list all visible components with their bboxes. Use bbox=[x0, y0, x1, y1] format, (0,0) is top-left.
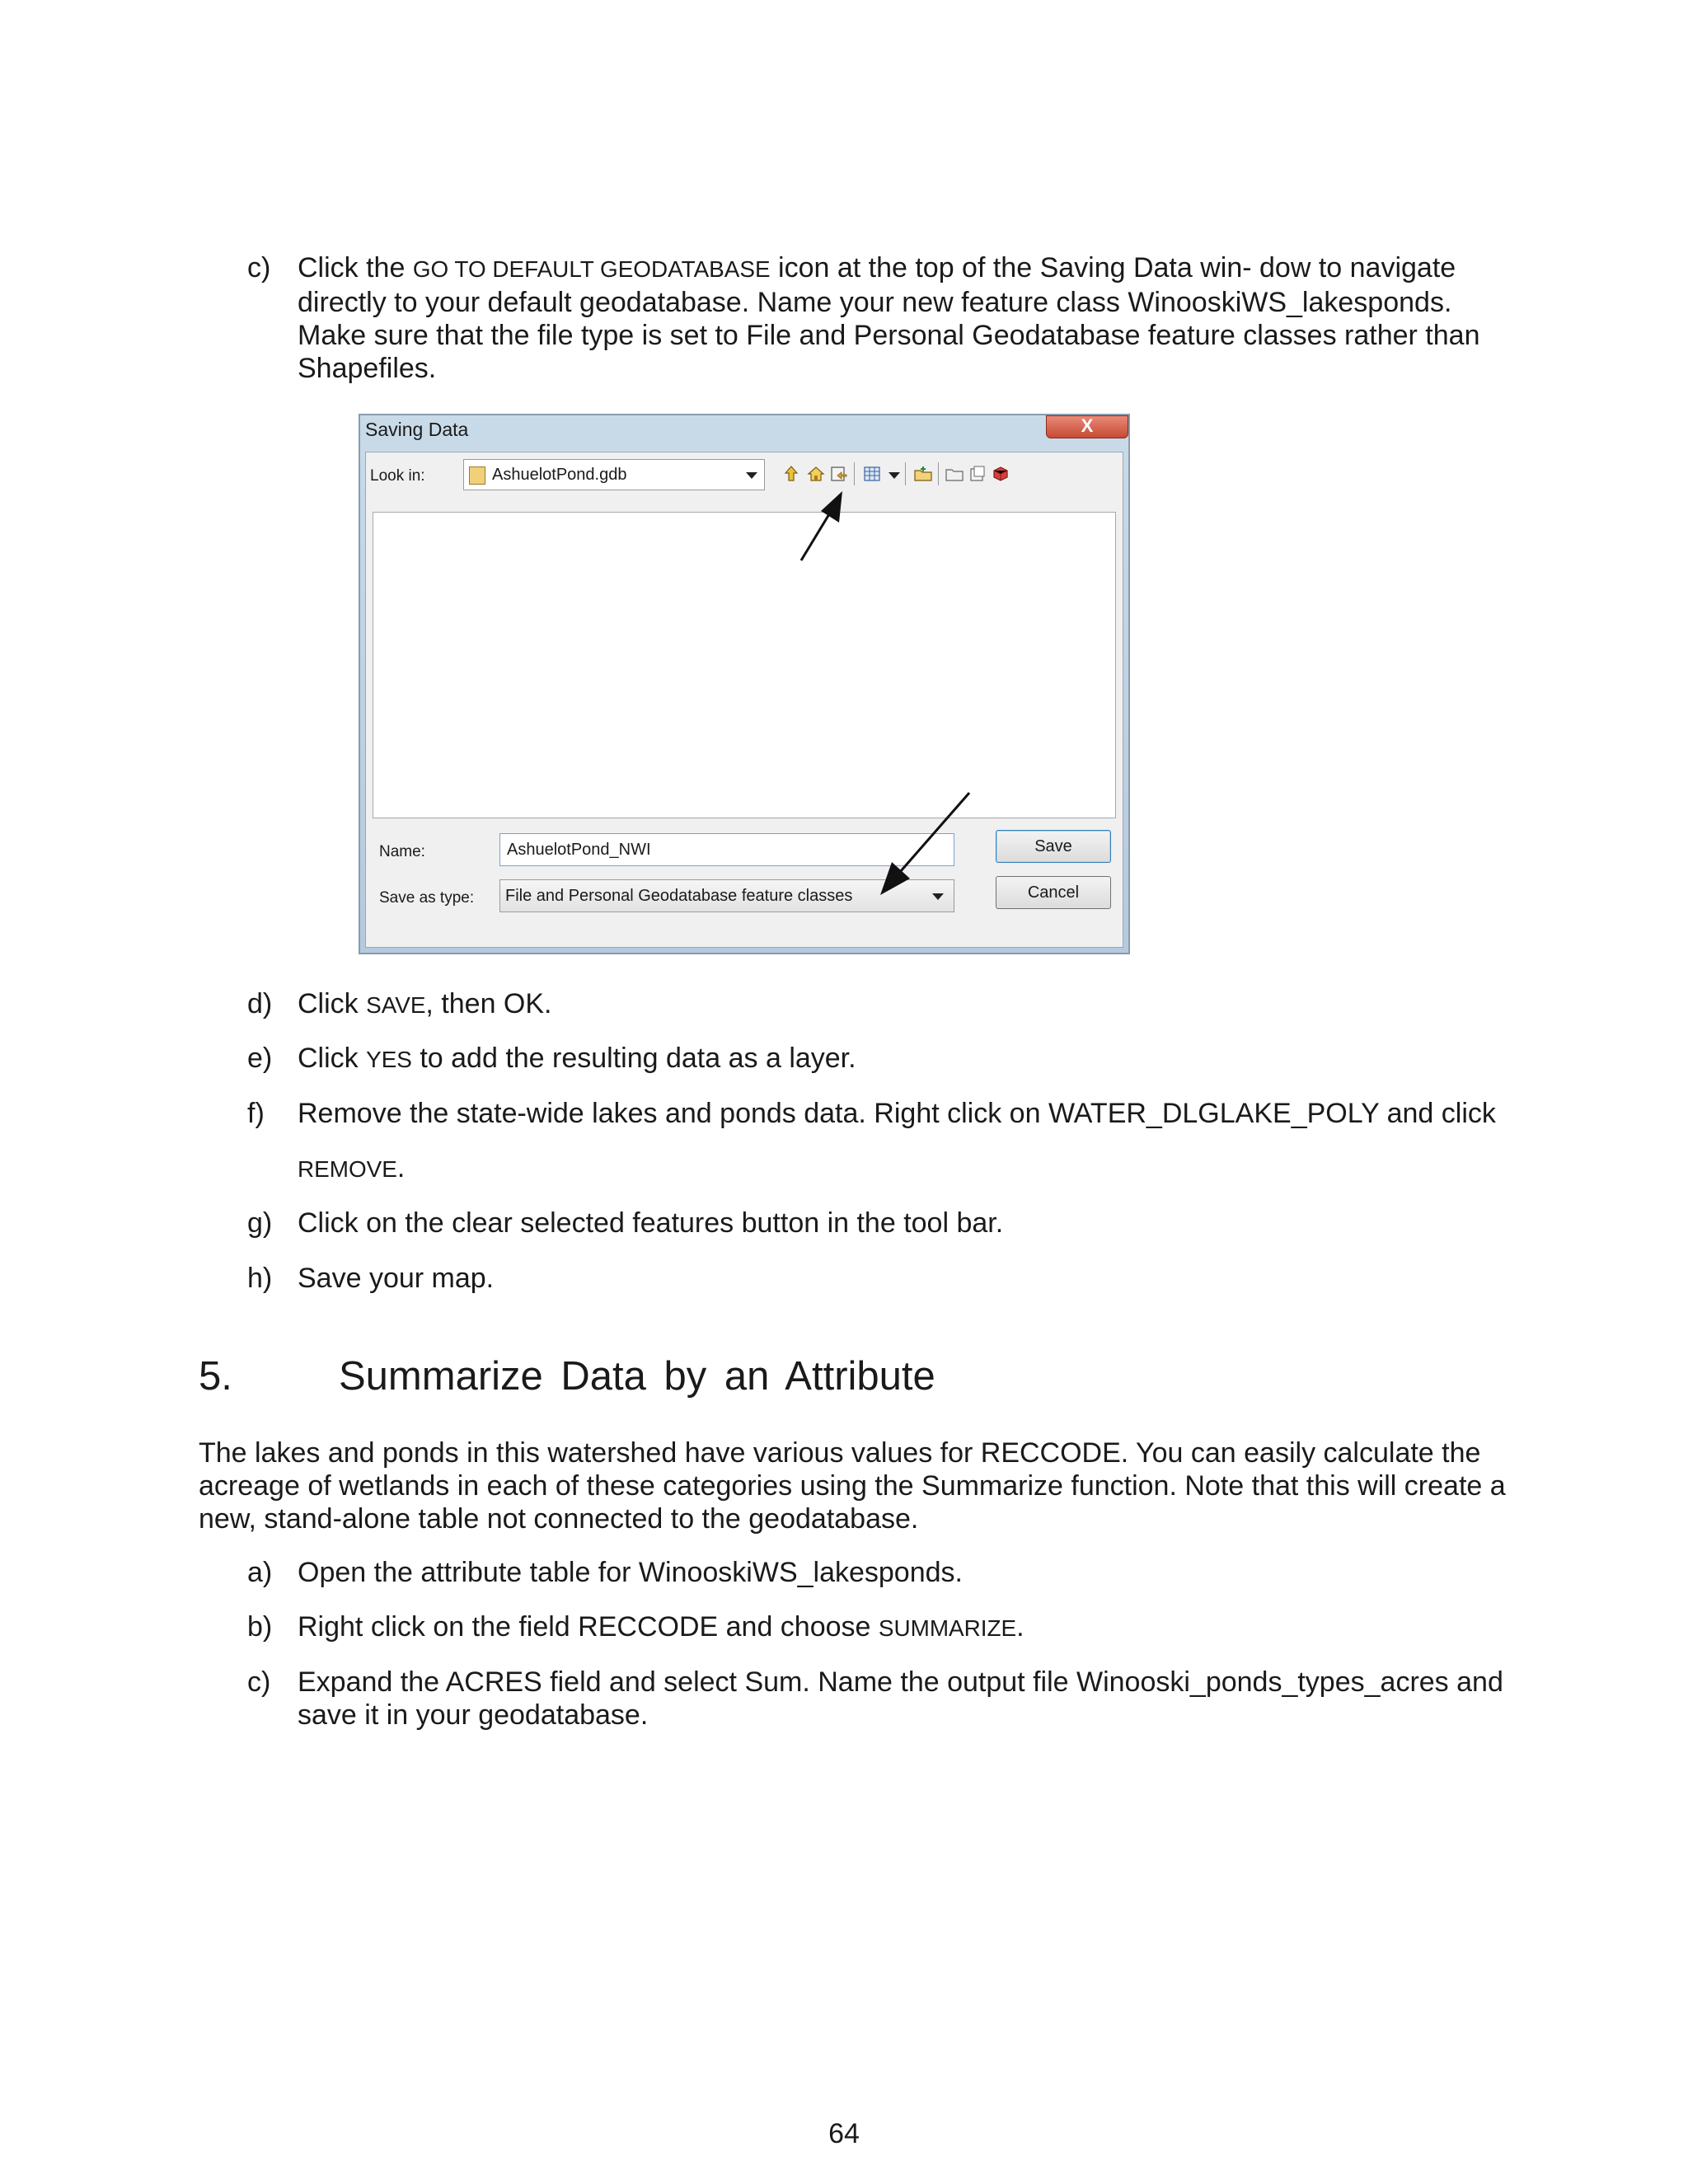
step-label: c) bbox=[247, 252, 271, 284]
command-name: SUMMARIZE bbox=[878, 1615, 1017, 1641]
up-one-level-icon[interactable] bbox=[781, 464, 801, 484]
chevron-down-icon bbox=[932, 893, 944, 900]
go-to-default-geodatabase-icon[interactable] bbox=[829, 464, 849, 484]
chevron-down-icon bbox=[746, 472, 757, 479]
toolbar-separator bbox=[938, 462, 939, 485]
file-list[interactable] bbox=[373, 512, 1116, 818]
view-dropdown-icon[interactable] bbox=[889, 472, 900, 479]
page-number: 64 bbox=[828, 2118, 860, 2149]
close-icon: X bbox=[1081, 415, 1094, 436]
saving-data-dialog bbox=[359, 414, 1130, 954]
look-in-dropdown[interactable]: AshuelotPond.gdb bbox=[463, 459, 765, 490]
command-name: SAVE bbox=[366, 992, 426, 1018]
save-as-type-label: Save as type: bbox=[379, 889, 475, 907]
step-text: Click the GO TO DEFAULT GEODATABASE icon at the top of the Saving Data win- dow to navigate directly to your default geodatabase. Name your new feature class WinooskiWS_lakesponds. Make sure that the file type is set to File and Personal Geodatabase feature classes rather than Shapefiles. bbox=[298, 252, 1480, 384]
command-name: REMOVE bbox=[298, 1156, 397, 1182]
dialog-title: Saving Data bbox=[365, 419, 469, 440]
section-number: 5. bbox=[199, 1354, 232, 1399]
section-title: Summarize Data by an Attribute bbox=[339, 1354, 935, 1399]
command-name: GO TO DEFAULT GEODATABASE bbox=[412, 256, 771, 282]
new-feature-dataset-icon[interactable] bbox=[968, 464, 987, 484]
save-button[interactable]: Save bbox=[996, 830, 1111, 863]
dialog-body bbox=[365, 452, 1123, 948]
cancel-button[interactable]: Cancel bbox=[996, 876, 1111, 909]
section-intro: The lakes and ponds in this watershed have various values for RECCODE. You can easily calculate the acreage of wetlands in each of these categories using the Summarize function. Note that this will create a new, stand-alone table not connected to the geodatabase. bbox=[199, 1437, 1506, 1535]
geodatabase-icon bbox=[469, 466, 485, 485]
new-folder-icon[interactable] bbox=[945, 464, 964, 484]
save-as-type-dropdown[interactable]: File and Personal Geodatabase feature classes bbox=[499, 879, 954, 912]
home-icon[interactable] bbox=[806, 464, 826, 484]
look-in-label: Look in: bbox=[370, 467, 425, 485]
command-name: YES bbox=[366, 1047, 412, 1072]
toolbar-separator bbox=[854, 462, 855, 485]
name-label: Name: bbox=[379, 843, 425, 860]
toolbar-separator bbox=[905, 462, 906, 485]
connect-folder-icon[interactable] bbox=[913, 464, 933, 484]
view-menu-icon[interactable] bbox=[862, 464, 882, 484]
name-field[interactable]: AshuelotPond_NWI bbox=[499, 833, 954, 866]
catalog-tools-icon[interactable] bbox=[991, 464, 1010, 484]
close-button[interactable] bbox=[1046, 415, 1128, 438]
